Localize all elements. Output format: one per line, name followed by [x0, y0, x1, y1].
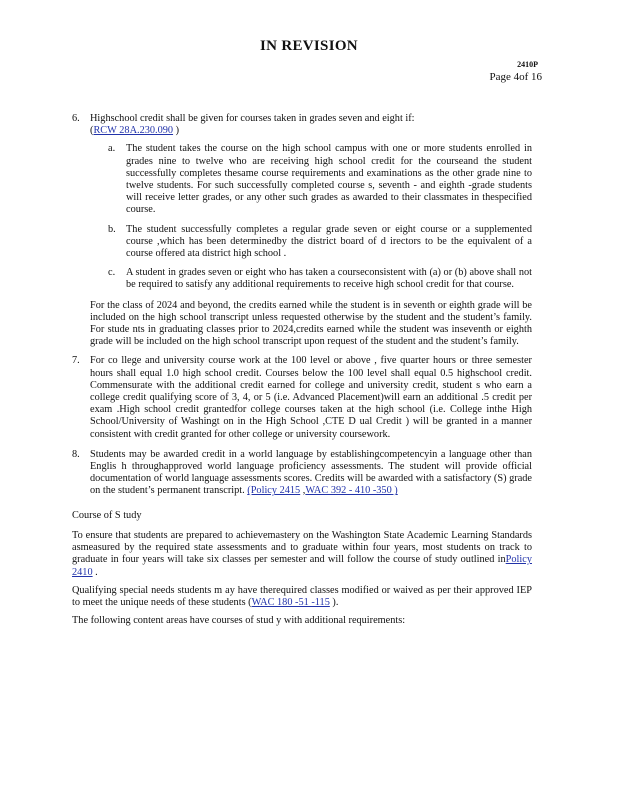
item-text: Highschool credit shall be given for courses taken in grades seven and eight if:: [90, 113, 415, 124]
rcw-link[interactable]: RCW 28A.230.090: [93, 125, 174, 137]
content-areas-paragraph: The following content areas have courses of stud y with additional requirements:: [72, 615, 406, 627]
sub-item-number: a.: [108, 143, 116, 155]
sub-item-number: b.: [108, 223, 116, 235]
paragraph-text: To ensure that students are prepared to achievemastery on the Washington State Academic Learning Standards asmeasured by the required state assessments and to graduate within four years, most students on track to graduate in four years will take six classes per semester and will follow the course of study outlined in: [72, 529, 532, 566]
paragraph-end: ).: [329, 596, 339, 608]
policy-code: 2410P: [517, 60, 538, 69]
list-item-6: [72, 113, 532, 292]
item-number: 6.: [72, 113, 80, 124]
policy-2415-link[interactable]: (Policy 2415: [247, 485, 301, 497]
item-text: For co llege and university course work at the 100 level or above , five quarter hours or three semester hours shall equal 1.0 high school credit. Courses below the 100 level shall equal 0.5 highschool credit. Commensurate with the additional credit earned for college and university credit, student s who earn a college credit qualifying score of 3, 4, or 5 (i.e. Advanced Placement)will earn an additional .5 credit per exam .High school credit grantedfor college courses taken at the high school (i.e. College inthe High School/University of Washingt on in the High School ,CTE D ual Credit ) will be granted in a manner consistent with credit granted for other college or university coursework.: [90, 355, 532, 440]
sub-item-b: [108, 224, 532, 261]
list-item-8: [72, 449, 532, 498]
class-of-2024-paragraph: For the class of 2024 and beyond, the credits earned while the student is in seventh or eighth grade will be included on the high school transcript unless requested otherwise by the student and the student’s family. For stude nts in graduating classes prior to 2024,credits earned while the student was inseventh or eighth grade will be included on the high school transcript upon request of the student and the student’s family.: [90, 299, 532, 348]
ensure-paragraph: [72, 530, 532, 579]
document-body: [72, 113, 532, 633]
link-paren-open: (: [90, 125, 94, 137]
sub-item-c: [108, 267, 532, 291]
link-separator: ,: [300, 485, 306, 497]
special-needs-paragraph: [72, 585, 532, 609]
wac-392-link[interactable]: WAC 392 - 410 -350 ): [305, 485, 398, 497]
policy-2410-link[interactable]: Policy 2410: [72, 554, 532, 578]
item-number: 8.: [72, 448, 80, 460]
wac-180-link[interactable]: WAC 180 -51 -115: [251, 596, 330, 608]
item-text: Students may be awarded credit in a world language by establishingcompetencyin a language other than Englis h throughapproved world language proficiency assessments. The student will provide official documentation of world language assessments scores. Credits will be awarded with a satisfactory (S) grade on the student’s permanent transcript.: [90, 448, 532, 497]
sub-item-text: The student successfully completes a regular grade seven or eight course or a supplemented course ,which has been determinedby the district board of d irectors to be the equivalent of a course offered ata district high school .: [126, 223, 532, 260]
page-number: Page 4of 16: [489, 71, 542, 83]
sub-item-text: A student in grades seven or eight who has taken a courseconsistent with (a) or (b) above shall not be required to satisfy any additional requirements to receive high school credit for that course.: [126, 267, 532, 291]
item-number: 7.: [72, 355, 80, 367]
paragraph-end: .: [92, 566, 98, 578]
sub-item-text: The student takes the course on the high school campus with one or more students enrolled in grades nine to twelve who are receiving high school credit for the courseand the student successfully completes thesame course requirements and examinations as the other grade nine to twelve students. For such successfully completed course s, seventh - and eighth -grade students will receive letter grades, or any other such grades as awarded to their classmates in thespecified course.: [126, 143, 532, 216]
link-paren-close: ): [173, 125, 180, 137]
paragraph-text: Qualifying special needs students m ay have therequired classes modified or waived as per their approved IEP to meet the unique needs of these students (: [72, 584, 532, 608]
sub-item-number: c.: [108, 267, 116, 279]
list-item-7: [72, 355, 532, 440]
section-heading: Course of S tudy: [72, 509, 142, 521]
document-title: IN REVISION: [260, 38, 358, 54]
sub-item-a: [108, 143, 532, 216]
